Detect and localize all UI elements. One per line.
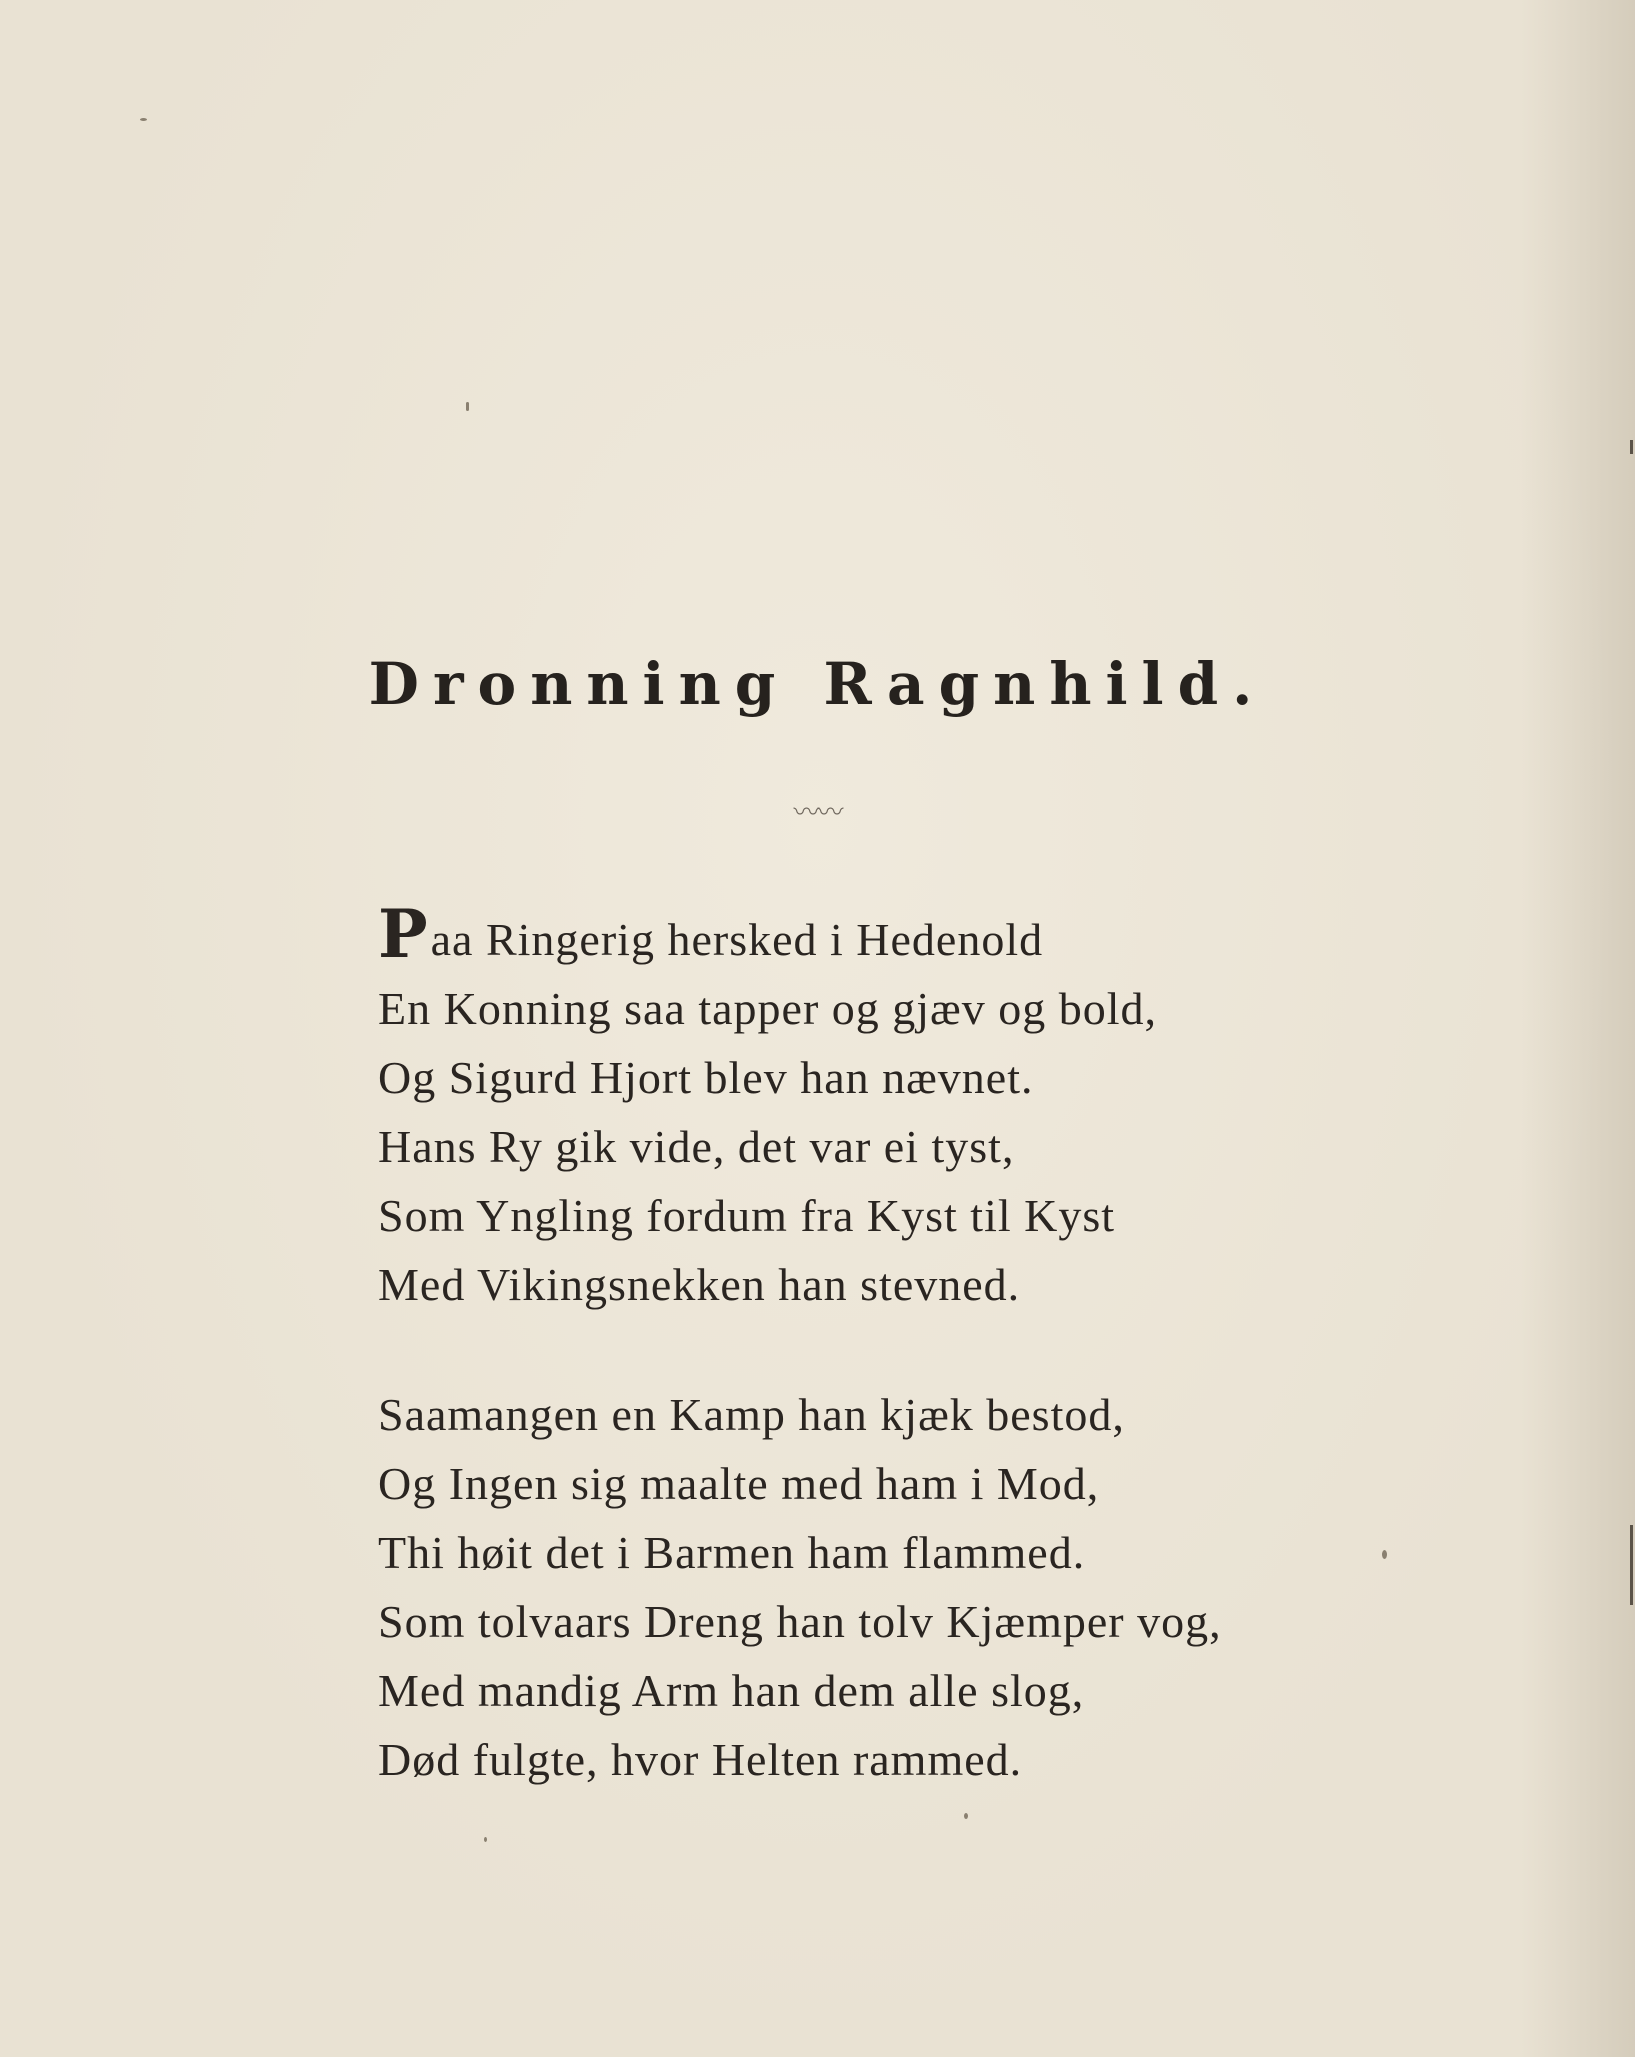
verse-line: Død fulgte, hvor Helten rammed.	[378, 1734, 1023, 1785]
stanza-1	[378, 895, 1378, 1319]
paper-speck	[484, 1837, 487, 1842]
page-edge-mark	[1630, 1525, 1633, 1605]
verse-line: Paa Ringerig hersked i Hedenold	[378, 895, 1044, 973]
verse-line: Thi høit det i Barmen ham flammed.	[378, 1527, 1086, 1578]
drop-cap: P	[378, 895, 429, 973]
verse-line: Som Yngling fordum fra Kyst til Kyst	[378, 1190, 1116, 1241]
verse-line: Hans Ry gik vide, det var ei tyst,	[378, 1121, 1015, 1172]
verse-line: En Konning saa tapper og gjæv og bold,	[378, 983, 1158, 1034]
page-edge-mark	[1630, 440, 1633, 454]
paper-speck	[466, 402, 469, 411]
verse-line: Saamangen en Kamp han kjæk bestod,	[378, 1389, 1125, 1440]
poem-title: Dronning Ragnhild.	[368, 650, 1267, 718]
verse-line: Med mandig Arm han dem alle slog,	[378, 1665, 1085, 1716]
verse-line: Og Sigurd Hjort blev han nævnet.	[378, 1052, 1034, 1103]
paper-speck	[1382, 1550, 1387, 1559]
verse-line: Med Vikingsnekken han stevned.	[378, 1259, 1021, 1310]
verse-line: Som tolvaars Dreng han tolv Kjæmper vog,	[378, 1596, 1222, 1647]
paper-speck	[964, 1813, 968, 1819]
stanza-2	[378, 1380, 1378, 1794]
paper-speck	[140, 118, 147, 121]
verse-line: Og Ingen sig maalte med ham i Mod,	[378, 1458, 1100, 1509]
title-ornament: 〰〰	[793, 798, 842, 828]
